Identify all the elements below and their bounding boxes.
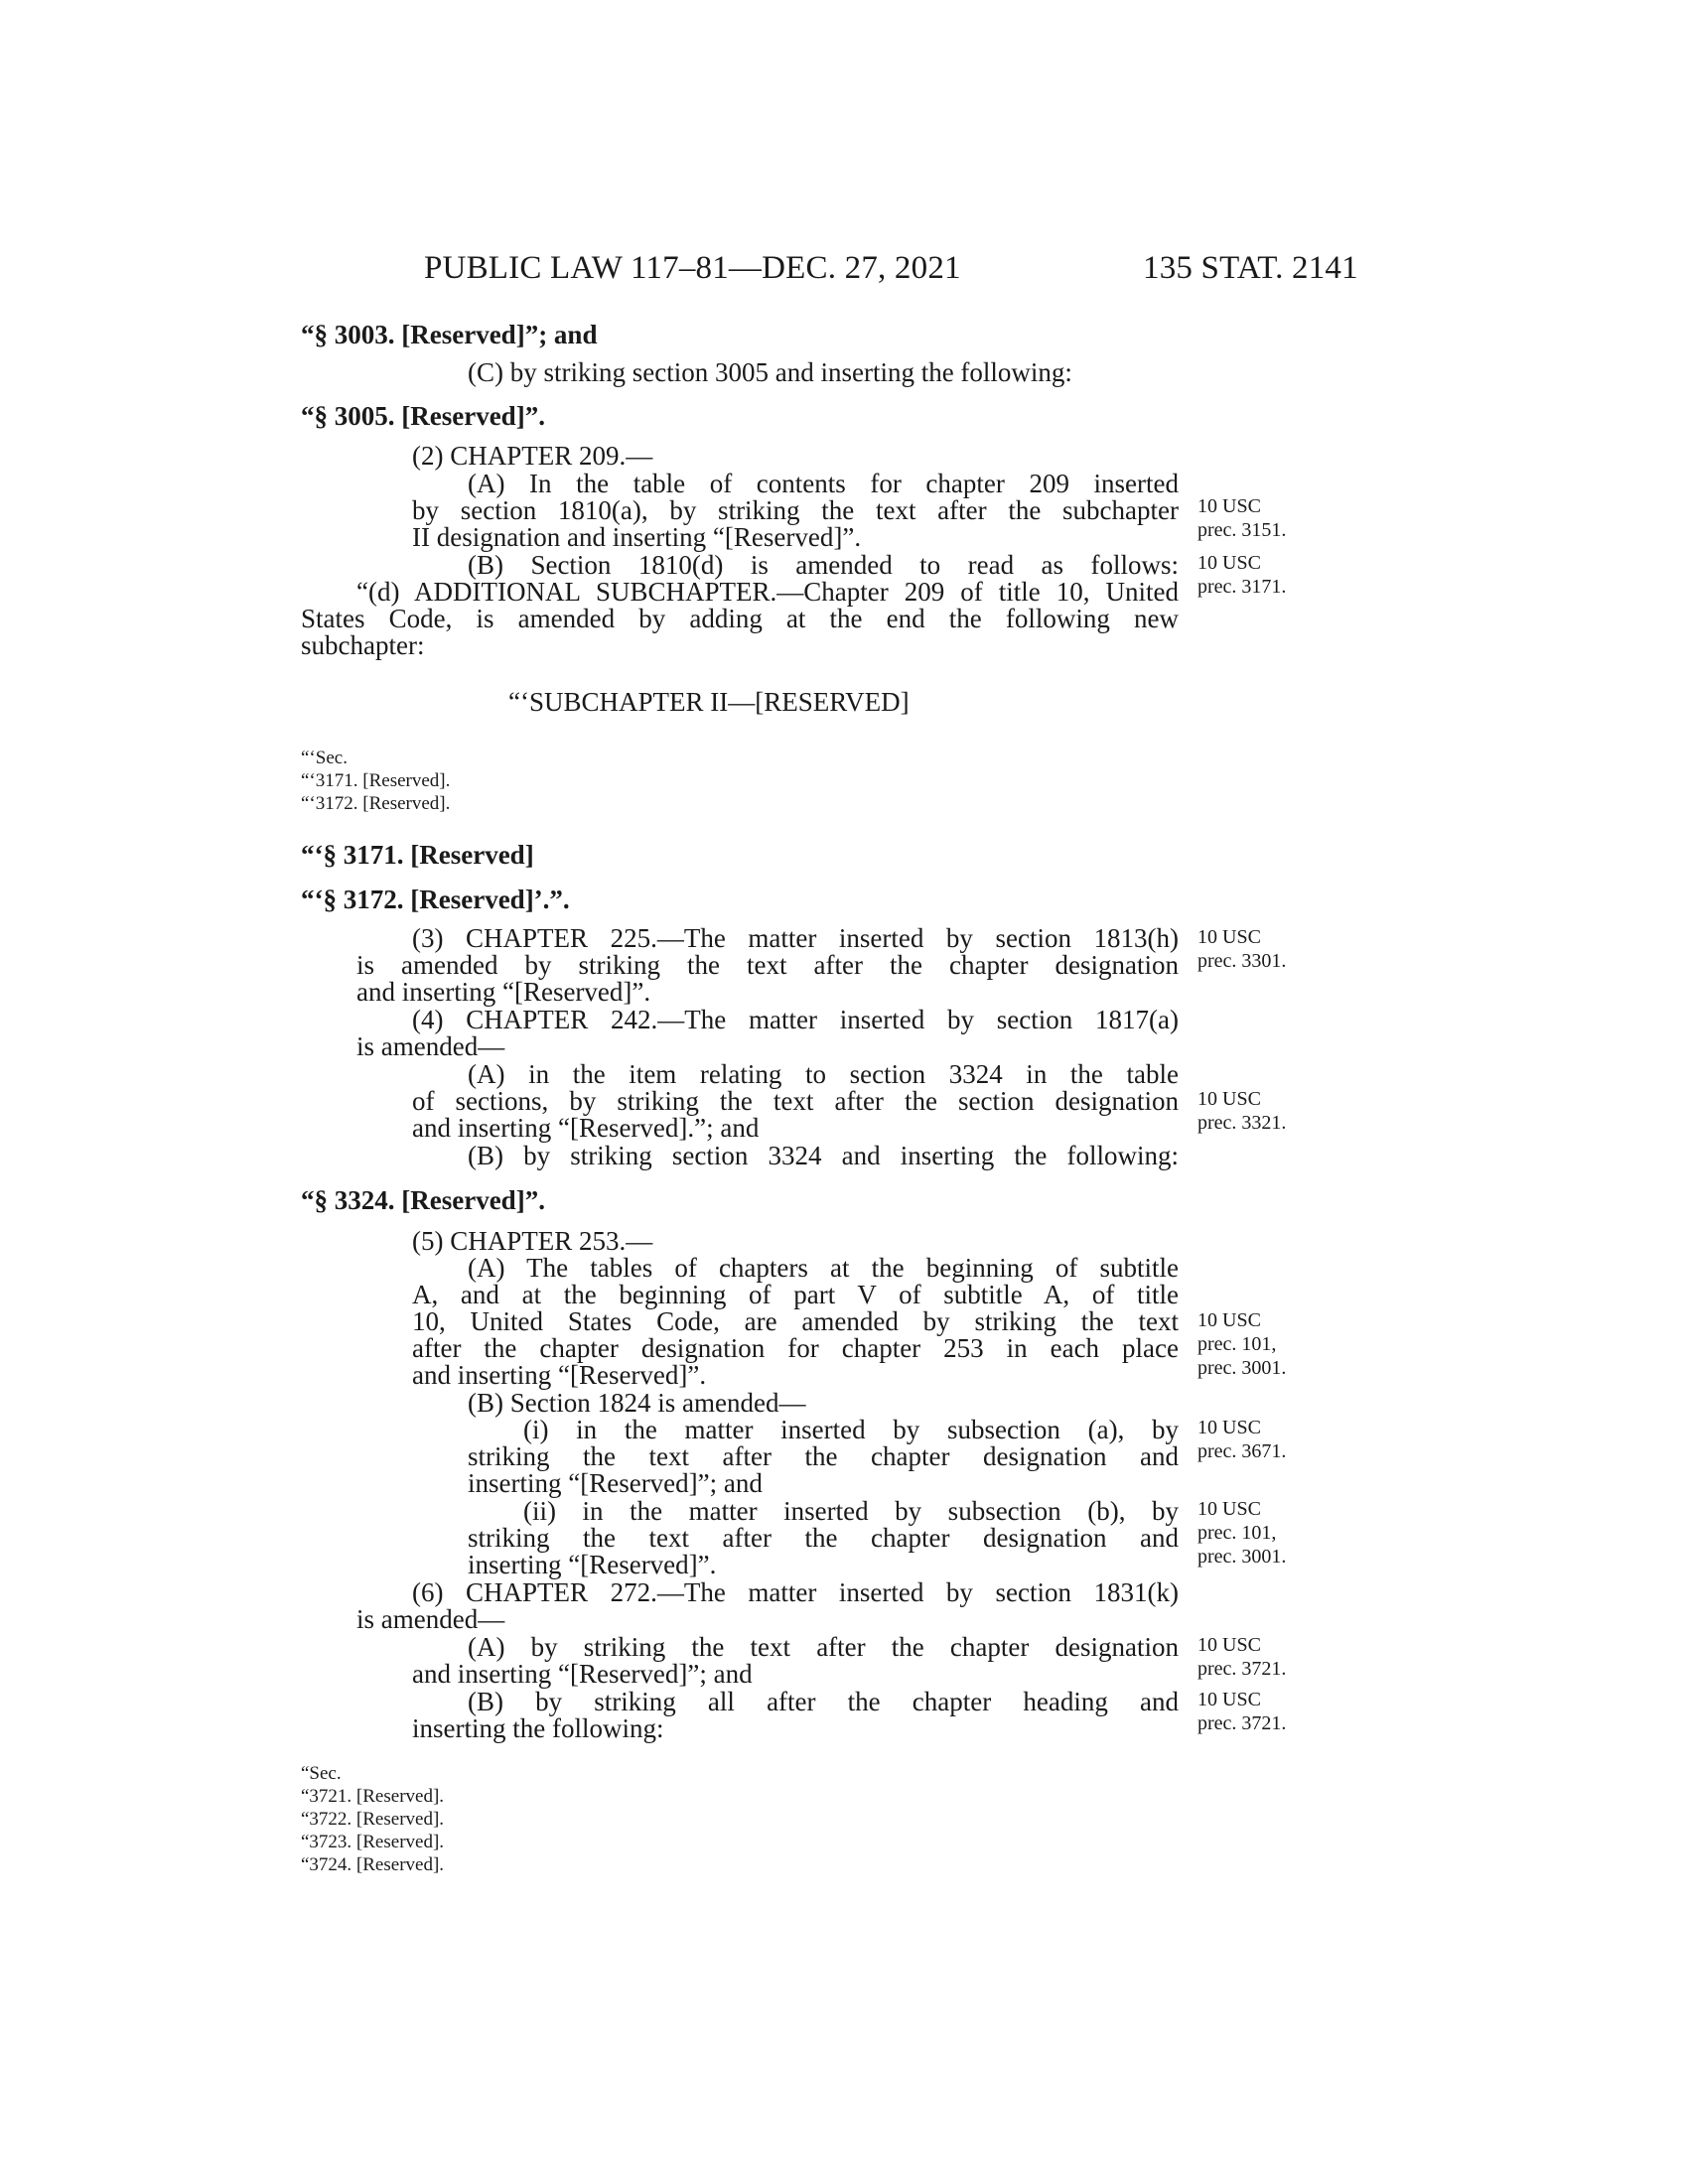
- chapter-272-line1: (6) CHAPTER 272.—The matter inserted by section 1831(k): [412, 1577, 1179, 1607]
- toc-line: “3721. [Reserved].: [301, 1786, 445, 1807]
- chapter-272-a-line1: (A) by striking the text after the chapter designation: [468, 1632, 1179, 1662]
- subchapter-title: “‘SUBCHAPTER II—[RESERVED]: [508, 687, 910, 717]
- section-3171-heading: “‘§ 3171. [Reserved]: [301, 840, 534, 870]
- chapter-209-b-line1: (B) Section 1810(d) is amended to read as follows:: [468, 550, 1179, 580]
- margin-note: 10 USC prec. 3171.: [1197, 552, 1287, 598]
- chapter-253-heading: (5) CHAPTER 253.—: [412, 1226, 653, 1256]
- margin-note: 10 USC prec. 3721.: [1197, 1689, 1287, 1734]
- section-3003-heading: “§ 3003. [Reserved]”; and: [301, 320, 598, 349]
- chapter-272-b-line2: inserting the following:: [412, 1713, 664, 1743]
- chapter-225-line3: and inserting “[Reserved]”.: [356, 977, 651, 1007]
- section-3324-heading: “§ 3324. [Reserved]”.: [301, 1185, 545, 1215]
- chapter-209-heading: (2) CHAPTER 209.—: [412, 441, 653, 471]
- chapter-253-i-line1: (i) in the matter inserted by subsection (a), by: [523, 1415, 1179, 1444]
- margin-note: 10 USC prec. 3301.: [1197, 926, 1287, 972]
- chapter-209-a-line1: (A) In the table of contents for chapter 209 inserted: [468, 469, 1179, 498]
- chapter-209-d-line2: States Code, is amended by adding at the end the following new: [301, 604, 1179, 633]
- chapter-253-ii-line1: (ii) in the matter inserted by subsection (b), by: [523, 1496, 1179, 1526]
- toc-line: “Sec.: [301, 1763, 342, 1784]
- chapter-209-a-line3: II designation and inserting “[Reserved]”.: [412, 522, 862, 552]
- toc-line: “3722. [Reserved].: [301, 1809, 445, 1830]
- running-title: PUBLIC LAW 117–81—DEC. 27, 2021: [424, 250, 961, 286]
- toc-line: “‘Sec.: [301, 748, 348, 768]
- margin-note: 10 USC prec. 3721.: [1197, 1634, 1287, 1680]
- chapter-242-b-line1: (B) by striking section 3324 and inserting the following:: [468, 1141, 1179, 1170]
- page-citation: 135 STAT. 2141: [1143, 250, 1358, 286]
- chapter-253-a-line5: and inserting “[Reserved]”.: [412, 1360, 707, 1390]
- chapter-253-ii-line2: striking the text after the chapter designation and: [468, 1523, 1179, 1553]
- margin-note: 10 USC prec. 3151.: [1197, 495, 1287, 541]
- chapter-209-a-line2: by section 1810(a), by striking the text after the subchapter: [412, 495, 1179, 525]
- margin-note: 10 USC prec. 101, prec. 3001.: [1197, 1309, 1287, 1379]
- chapter-253-b-line1: (B) Section 1824 is amended—: [468, 1388, 806, 1418]
- paragraph-c: (C) by striking section 3005 and inserting the following:: [468, 357, 1072, 387]
- chapter-242-a-line1: (A) in the item relating to section 3324 in the table: [468, 1059, 1179, 1089]
- toc-line: “‘3172. [Reserved].: [301, 793, 451, 814]
- chapter-209-d-line3: subchapter:: [301, 630, 425, 660]
- chapter-253-ii-line3: inserting “[Reserved]”.: [468, 1550, 717, 1579]
- section-3005-heading: “§ 3005. [Reserved]”.: [301, 401, 545, 431]
- chapter-242-line1: (4) CHAPTER 242.—The matter inserted by section 1817(a): [412, 1005, 1179, 1034]
- chapter-242-a-line2: of sections, by striking the text after the section designation: [412, 1086, 1179, 1116]
- chapter-272-line2: is amended—: [356, 1604, 505, 1634]
- margin-note: 10 USC prec. 3671.: [1197, 1417, 1287, 1462]
- chapter-242-line2: is amended—: [356, 1031, 505, 1061]
- chapter-272-a-line2: and inserting “[Reserved]”; and: [412, 1659, 753, 1689]
- margin-note: 10 USC prec. 101, prec. 3001.: [1197, 1498, 1287, 1568]
- table-of-sections-2: [301, 1762, 444, 1876]
- chapter-253-i-line3: inserting “[Reserved]”; and: [468, 1468, 763, 1498]
- section-3172-heading: “‘§ 3172. [Reserved]’.”.: [301, 885, 570, 914]
- chapter-225-line1: (3) CHAPTER 225.—The matter inserted by section 1813(h): [412, 923, 1179, 953]
- chapter-253-a-line4: after the chapter designation for chapter 253 in each place: [412, 1333, 1179, 1363]
- chapter-272-b-line1: (B) by striking all after the chapter heading and: [468, 1687, 1179, 1716]
- chapter-253-a-line3: 10, United States Code, are amended by striking the text: [412, 1306, 1179, 1336]
- chapter-253-a-line2: A, and at the beginning of part V of subtitle A, of title: [412, 1280, 1179, 1309]
- chapter-242-a-line3: and inserting “[Reserved].”; and: [412, 1113, 760, 1143]
- margin-note: 10 USC prec. 3321.: [1197, 1088, 1287, 1134]
- chapter-209-d-line1: “(d) ADDITIONAL SUBCHAPTER.—Chapter 209 of title 10, United: [356, 577, 1179, 607]
- toc-line: “3724. [Reserved].: [301, 1854, 445, 1875]
- chapter-225-line2: is amended by striking the text after the chapter designation: [356, 950, 1179, 980]
- chapter-253-i-line2: striking the text after the chapter designation and: [468, 1441, 1179, 1471]
- chapter-253-a-line1: (A) The tables of chapters at the beginning of subtitle: [468, 1253, 1179, 1283]
- table-of-sections-1: [301, 747, 450, 815]
- toc-line: “‘3171. [Reserved].: [301, 770, 451, 791]
- toc-line: “3723. [Reserved].: [301, 1832, 445, 1852]
